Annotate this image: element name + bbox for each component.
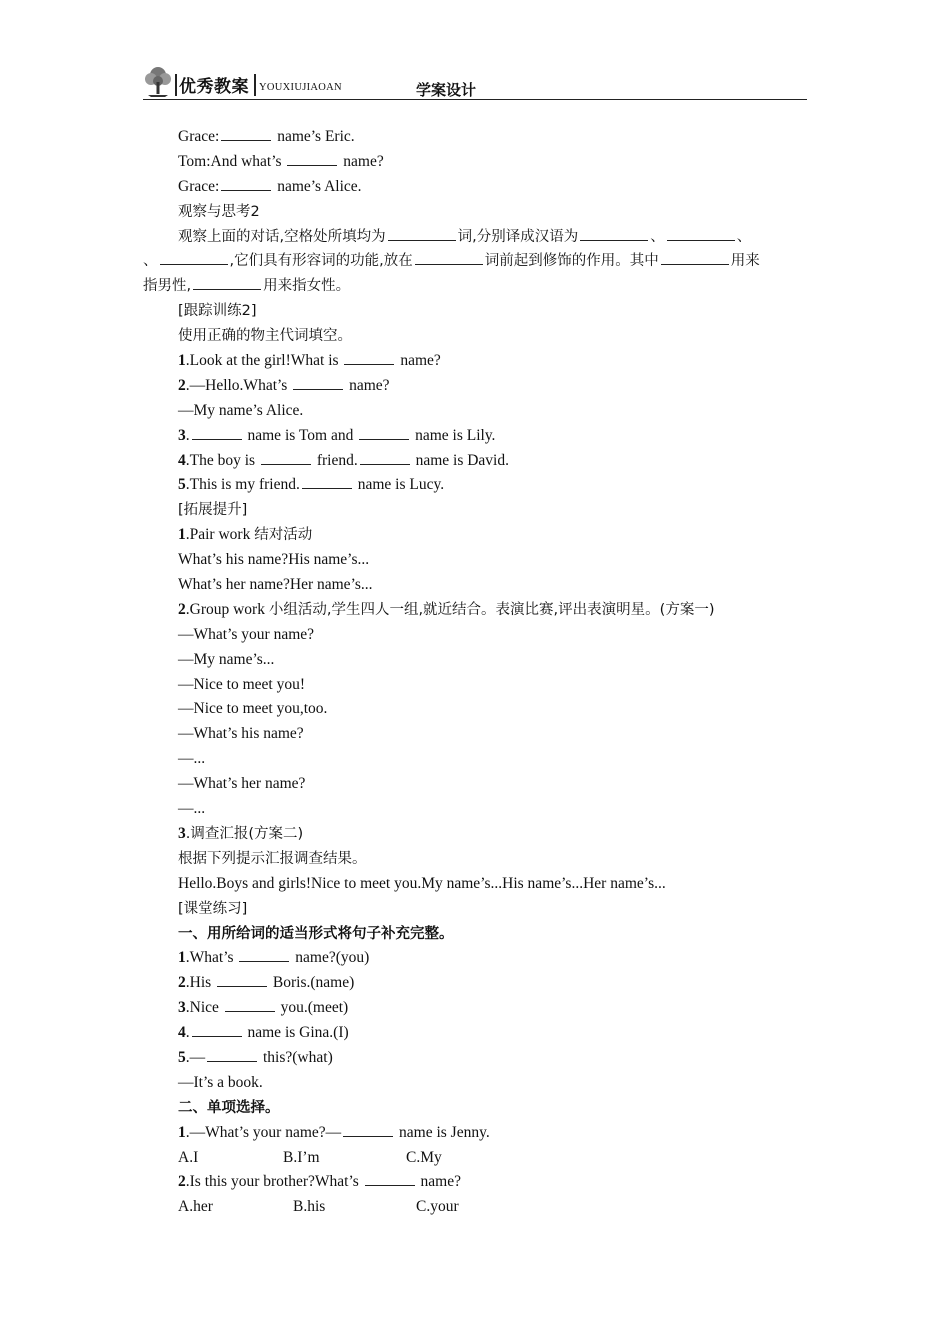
- activity-item: 1.Pair work 结对活动: [178, 526, 313, 544]
- part-heading: 一、用所给词的适当形式将句子补充完整。: [178, 925, 454, 942]
- option-b[interactable]: B.I’m: [283, 1148, 320, 1166]
- fill-blank[interactable]: [287, 151, 337, 166]
- logo-divider: [175, 74, 177, 96]
- fill-blank[interactable]: [293, 375, 343, 390]
- dialog-line: —My name’s...: [178, 650, 275, 668]
- option-a[interactable]: A.I: [178, 1148, 199, 1166]
- question: 2.—Hello.What’s name?: [178, 376, 390, 394]
- dialog-line: —...: [178, 750, 206, 768]
- option-c[interactable]: C.My: [406, 1148, 442, 1166]
- page-header: [143, 66, 807, 100]
- section-heading: 观察与思考2: [178, 203, 260, 220]
- section-heading: [课堂练习]: [178, 900, 248, 917]
- header-rule: [143, 99, 807, 100]
- fill-blank[interactable]: [160, 250, 228, 265]
- part-heading: 二、单项选择。: [178, 1099, 280, 1116]
- fill-blank[interactable]: [192, 1022, 242, 1037]
- question: 3. name is Tom and name is Lily.: [178, 426, 496, 444]
- dialog-line: Grace: name’s Alice.: [178, 177, 362, 195]
- fill-blank[interactable]: [667, 226, 735, 241]
- fill-blank[interactable]: [221, 176, 271, 191]
- dialog-line: Grace: name’s Eric.: [178, 128, 355, 145]
- option-a[interactable]: A.her: [178, 1198, 213, 1216]
- dialog-line: —Nice to meet you,too.: [178, 700, 328, 718]
- section-heading: [跟踪训练2]: [178, 303, 257, 320]
- fill-blank[interactable]: [239, 947, 289, 962]
- answer-line: —It’s a book.: [178, 1073, 263, 1091]
- observe-paragraph: 观察上面的对话,空格处所填均为 词,分别译成汉语为 、 、: [143, 225, 807, 250]
- fill-blank[interactable]: [343, 1122, 393, 1137]
- example-line: What’s his name?His name’s...: [178, 551, 370, 569]
- question: 1.Look at the girl!What is name?: [178, 352, 441, 370]
- options-row: [143, 1146, 807, 1171]
- instruction: 根据下列提示汇报调查结果。: [178, 850, 367, 867]
- fill-blank[interactable]: [192, 425, 242, 440]
- answer-line: —My name’s Alice.: [178, 401, 304, 419]
- fill-blank[interactable]: [302, 474, 352, 489]
- fill-blank[interactable]: [261, 450, 311, 465]
- fill-blank[interactable]: [365, 1171, 415, 1186]
- example-line: What’s her name?Her name’s...: [178, 576, 373, 594]
- observe-paragraph: 、 ,它们具有形容词的功能,放在 词前起到修饰的作用。其中 用来: [143, 249, 807, 274]
- instruction: 使用正确的物主代词填空。: [178, 328, 352, 345]
- question: 2.Is this your brother?What’s name?: [178, 1173, 461, 1191]
- tree-logo-icon: [143, 66, 173, 98]
- dialog-line: Tom:And what’s name?: [178, 152, 384, 170]
- fill-blank[interactable]: [415, 250, 483, 265]
- logo-text-en: YOUXIUJIAOAN: [259, 82, 342, 93]
- dialog-line: —...: [178, 800, 206, 818]
- fill-blank[interactable]: [388, 226, 456, 241]
- question: 3.Nice you.(meet): [178, 999, 349, 1017]
- fill-blank[interactable]: [360, 450, 410, 465]
- question: 2.His Boris.(name): [178, 974, 355, 992]
- question: 5.This is my friend. name is Lucy.: [178, 476, 445, 494]
- fill-blank[interactable]: [207, 1047, 257, 1062]
- fill-blank[interactable]: [225, 997, 275, 1012]
- fill-blank[interactable]: [193, 275, 261, 290]
- fill-blank[interactable]: [359, 425, 409, 440]
- question: 5.— this?(what): [178, 1048, 333, 1066]
- observe-paragraph: 指男性, 用来指女性。: [143, 274, 807, 299]
- fill-blank[interactable]: [580, 226, 648, 241]
- fill-blank[interactable]: [661, 250, 729, 265]
- logo-text-cn: 优秀教案: [179, 77, 249, 97]
- header-title: 学案设计: [416, 81, 477, 99]
- question: 4. name is Gina.(I): [178, 1024, 349, 1042]
- question: 1.What’s name?(you): [178, 949, 370, 967]
- activity-item: 3.调查汇报(方案二): [178, 824, 304, 842]
- logo-divider: [254, 74, 256, 96]
- section-heading: [拓展提升]: [178, 502, 248, 519]
- document-body: [143, 125, 807, 1220]
- dialog-line: —What’s your name?: [178, 625, 315, 643]
- fill-blank[interactable]: [221, 126, 271, 141]
- question: 4.The boy is friend. name is David.: [178, 451, 509, 469]
- option-b[interactable]: B.his: [293, 1198, 326, 1216]
- fill-blank[interactable]: [344, 350, 394, 365]
- dialog-line: —Nice to meet you!: [178, 675, 305, 693]
- example-line: Hello.Boys and girls!Nice to meet you.My name’s...His name’s...Her name’s...: [178, 874, 666, 892]
- activity-item: 2.Group work 小组活动,学生四人一组,就近结合。表演比赛,评出表演明星。(方案一): [178, 600, 715, 618]
- question: 1.—What’s your name?— name is Jenny.: [178, 1123, 490, 1141]
- options-row: [143, 1195, 807, 1220]
- dialog-line: —What’s his name?: [178, 725, 304, 743]
- fill-blank[interactable]: [217, 972, 267, 987]
- option-c[interactable]: C.your: [416, 1198, 459, 1216]
- dialog-line: —What’s her name?: [178, 775, 306, 793]
